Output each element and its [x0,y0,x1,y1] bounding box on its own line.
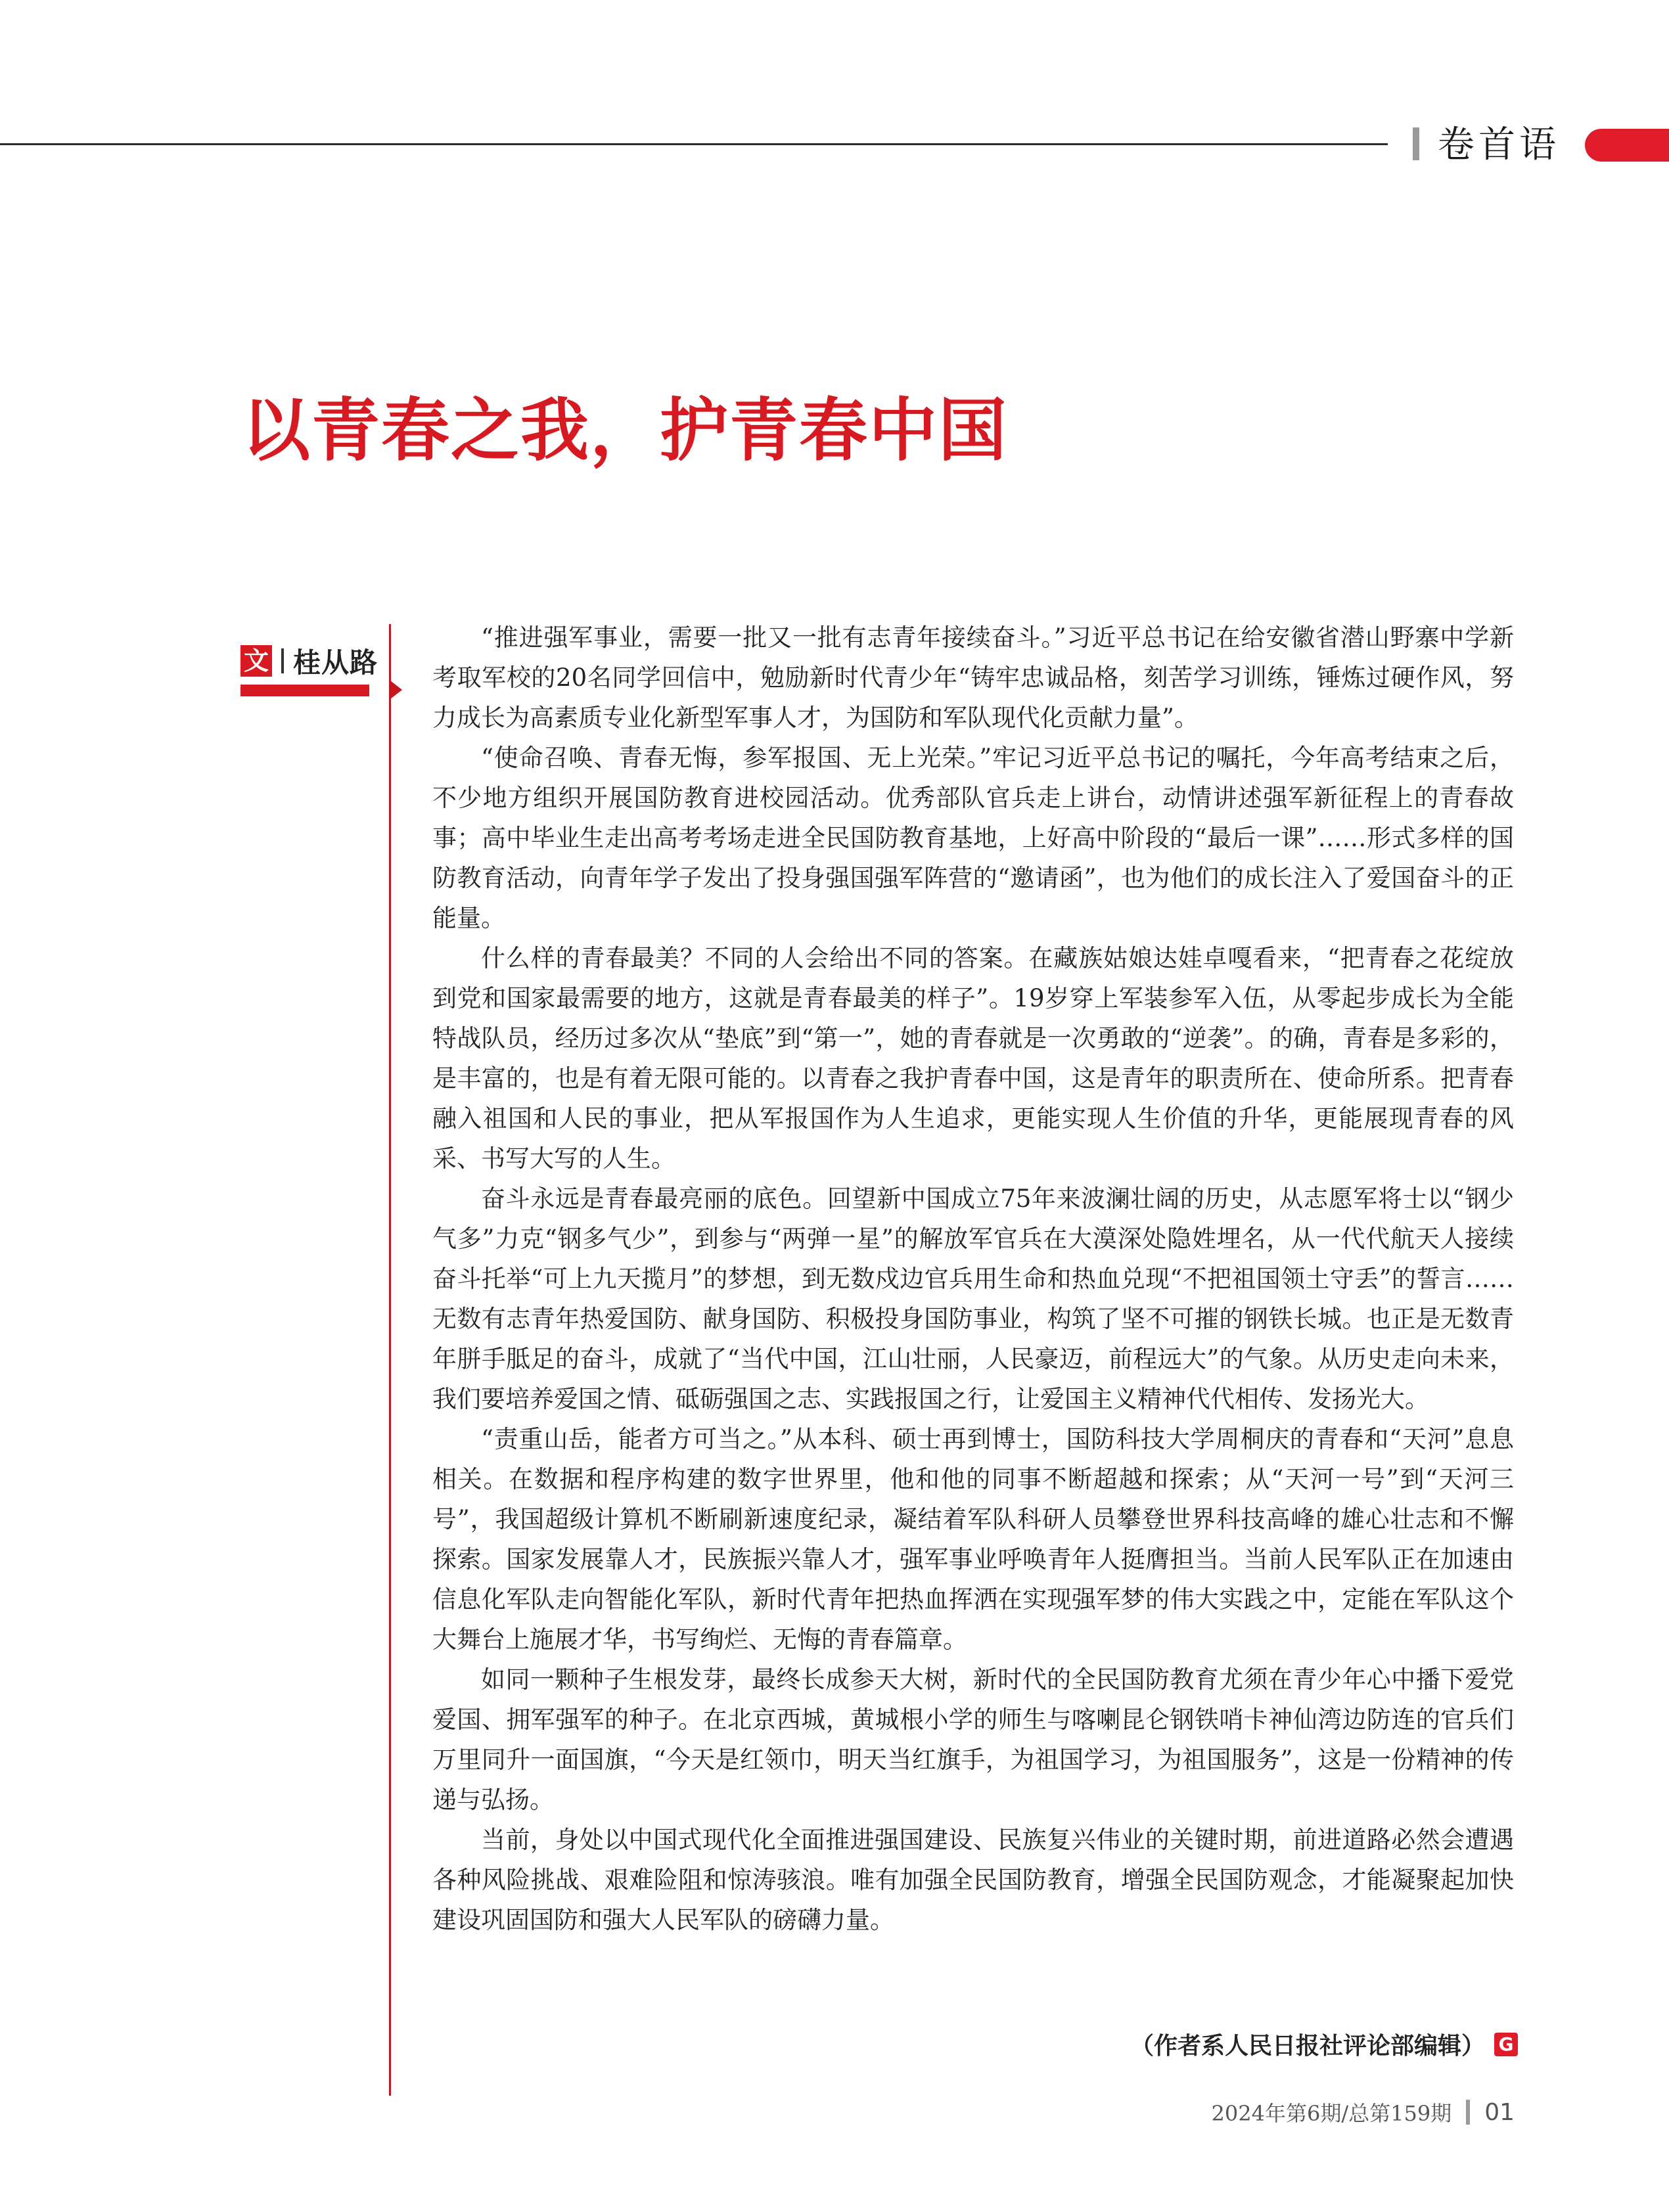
byline [240,641,378,681]
page-footer [1212,2097,1515,2127]
paragraph: 当前，身处以中国式现代化全面推进强国建设、民族复兴伟业的关键时期，前进道路必然会遭遇各种风险挑战、艰难险阻和惊涛骇浪。唯有加强全民国防教育，增强全民国防观念，才能凝聚起加快建设巩固国防和强大人民军队的磅礴力量。 [432,1826,1514,1934]
section-accent-tab [1585,129,1669,162]
paragraph: 什么样的青春最美？不同的人会给出不同的答案。在藏族姑娘达娃卓嘎看来，“把青春之花绽放到党和国家最需要的地方，这就是青春最美的样子”。19岁穿上军装参军入伍，从零起步成长为全能特战队员，经历过多次从“垫底”到“第一”，她的青春就是一次勇敢的“逆袭”。的确，青春是多彩的，是丰富的，也是有着无限可能的。以青春之我护青春中国，这是青年的职责所在、使命所系。把青春融入祖国和人民的事业，把从军报国作为人生追求，更能实现人生价值的升华，更能展现青春的风采、书写大写的人生。 [432,944,1514,1173]
author-note [1130,2027,1518,2061]
paragraph: “责重山岳，能者方可当之。”从本科、硕士再到博士，国防科技大学周桐庆的青春和“天河”息息相关。在数据和程序构建的数字世界里，他和他的同事不断超越和探索；从“天河一号”到“天河三号”，我国超级计算机不断刷新速度纪录，凝结着军队科研人员攀登世界科技高峰的雄心壮志和不懈探索。国家发展靠人才，民族振兴靠人才，强军事业呼唤青年人挺膺担当。当前人民军队正在加速由信息化军队走向智能化军队，新时代青年把热血挥洒在实现强军梦的伟大实践之中，定能在军队这个大舞台上施展才华，书写绚烂、无悔的青春篇章。 [432,1425,1514,1654]
end-mark-icon: G [1494,2033,1518,2056]
section-divider [1413,127,1419,160]
byline-divider [281,648,284,673]
page-number: 01 [1484,2098,1515,2126]
author-note-text: （作者系人民日报社评论部编辑） [1130,2033,1486,2060]
byline-tag: 文 [240,645,272,677]
article-title: 以青春之我，护青春中国 [242,390,1009,470]
author-name: 桂从路 [293,646,378,679]
header-rule [0,143,1388,145]
footer-divider [1466,2100,1470,2125]
byline-underbar [240,685,369,696]
paragraph: 奋斗永远是青春最亮丽的底色。回望新中国成立75年来波澜壮阔的历史，从志愿军将士以“钢少气多”力克“钢多气少”，到参与“两弹一星”的解放军官兵在大漠深处隐姓埋名，从一代代航天人接续奋斗托举“可上九天揽月”的梦想，到无数戍边官兵用生命和热血兑现“不把祖国领土守丢”的誓言……无数有志青年热爱国防、献身国防、积极投身国防事业，构筑了坚不可摧的钢铁长城。也正是无数青年胼手胝足的奋斗，成就了“当代中国，江山壮丽，人民豪迈，前程远大”的气象。从历史走向未来，我们要培养爱国之情、砥砺强国之志、实践报国之行，让爱国主义精神代代相传、发扬光大。 [432,1185,1514,1413]
paragraph: “推进强军事业，需要一批又一批有志青年接续奋斗。”习近平总书记在给安徽省潜山野寨中学新考取军校的20名同学回信中，勉励新时代青少年“铸牢忠诚品格，刻苦学习训练，锤炼过硬作风，努力成长为高素质专业化新型军事人才，为国防和军队现代化贡献力量”。 [432,623,1514,732]
margin-rule [389,624,391,2096]
paragraph: “使命召唤、青春无悔，参军报国、无上光荣。”牢记习近平总书记的嘱托，今年高考结束之后，不少地方组织开展国防教育进校园活动。优秀部队官兵走上讲台，动情讲述强军新征程上的青春故事；高中毕业生走出高考考场走进全民国防教育基地，上好高中阶段的“最后一课”……形式多样的国防教育活动，向青年学子发出了投身强国强军阵营的“邀请函”，也为他们的成长注入了爱国奋斗的正能量。 [432,744,1514,932]
margin-arrow-icon [390,681,402,699]
paragraph: 如同一颗种子生根发芽，最终长成参天大树，新时代的全民国防教育尤须在青少年心中播下爱党爱国、拥军强军的种子。在北京西城，黄城根小学的师生与喀喇昆仑钢铁哨卡神仙湾边防连的官兵们万里同升一面国旗，“今天是红领巾，明天当红旗手，为祖国学习，为祖国服务”，这是一份精神的传递与弘扬。 [432,1665,1514,1814]
article-body [432,618,1514,1940]
section-label: 卷首语 [1438,124,1560,166]
issue-info: 2024年第6期/总第159期 [1211,2101,1452,2126]
